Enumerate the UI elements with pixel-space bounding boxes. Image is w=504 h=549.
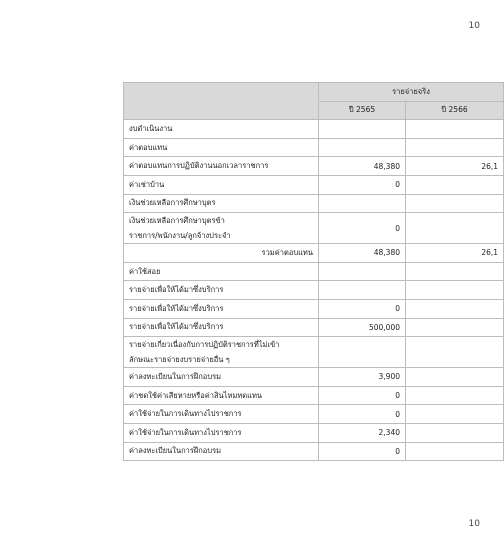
row-label: รวมค่าตอบแทน bbox=[124, 244, 319, 263]
row-value-year-1: 0 bbox=[319, 442, 406, 461]
table-row bbox=[124, 194, 504, 213]
row-value-year-2 bbox=[406, 405, 504, 424]
row-value-year-1 bbox=[319, 120, 406, 139]
table-row bbox=[124, 386, 504, 405]
row-value-year-1: 48,380 bbox=[319, 157, 406, 176]
row-label: ค่าใช้จ่ายในการเดินทางไปราชการ bbox=[124, 423, 319, 442]
table-row bbox=[124, 318, 504, 337]
table-row bbox=[124, 262, 504, 281]
row-label: ค่าตอบแทน bbox=[124, 138, 319, 157]
row-label: งบดำเนินงาน bbox=[124, 120, 319, 139]
table-row bbox=[124, 368, 504, 387]
row-value-year-1: 500,000 bbox=[319, 318, 406, 337]
row-value-year-1 bbox=[319, 194, 406, 213]
row-value-year-2 bbox=[406, 120, 504, 139]
table-row bbox=[124, 405, 504, 424]
row-value-year-2 bbox=[406, 423, 504, 442]
table-row-total bbox=[124, 244, 504, 263]
row-label bbox=[124, 337, 319, 368]
row-label: รายจ่ายเพื่อให้ได้มาซึ่งบริการ bbox=[124, 281, 319, 300]
row-label: ค่าชดใช้ค่าเสียหายหรือค่าสินไหมทดแทน bbox=[124, 386, 319, 405]
row-label: ค่าเช่าบ้าน bbox=[124, 175, 319, 194]
table-row bbox=[124, 442, 504, 461]
row-label-line-2: ราชการ/พนักงาน/ลูกจ้างประจำ bbox=[129, 231, 231, 241]
table-row bbox=[124, 120, 504, 139]
table-row bbox=[124, 175, 504, 194]
page-number-top: 10 bbox=[468, 21, 480, 31]
table-row bbox=[124, 423, 504, 442]
row-value-year-2: 26,1 bbox=[406, 157, 504, 176]
budget-table bbox=[123, 82, 504, 461]
table-header-row bbox=[124, 83, 504, 102]
row-value-year-1: 48,380 bbox=[319, 244, 406, 263]
row-label: ค่าลงทะเบียนในการฝึกอบรม bbox=[124, 442, 319, 461]
row-label-line-2: ลักษณะรายจ่ายงบรายจ่ายอื่น ๆ bbox=[129, 355, 230, 365]
table-row bbox=[124, 337, 504, 368]
row-value-year-1: 0 bbox=[319, 299, 406, 318]
row-value-year-1: 0 bbox=[319, 175, 406, 194]
row-value-year-2 bbox=[406, 299, 504, 318]
row-label bbox=[124, 213, 319, 244]
header-blank-cell bbox=[124, 83, 319, 120]
row-value-year-1: 0 bbox=[319, 405, 406, 424]
row-value-year-2 bbox=[406, 281, 504, 300]
table-row bbox=[124, 299, 504, 318]
row-value-year-2 bbox=[406, 175, 504, 194]
row-value-year-2 bbox=[406, 442, 504, 461]
row-value-year-1: 0 bbox=[319, 213, 406, 244]
row-value-year-2 bbox=[406, 138, 504, 157]
row-value-year-2 bbox=[406, 318, 504, 337]
row-label: รายจ่ายเพื่อให้ได้มาซึ่งบริการ bbox=[124, 318, 319, 337]
row-value-year-1: 2,340 bbox=[319, 423, 406, 442]
row-value-year-2 bbox=[406, 213, 504, 244]
row-value-year-2 bbox=[406, 368, 504, 387]
row-value-year-2 bbox=[406, 262, 504, 281]
row-value-year-1 bbox=[319, 337, 406, 368]
row-value-year-2 bbox=[406, 386, 504, 405]
row-label: ค่าใช้จ่ายในการเดินทางไปราชการ bbox=[124, 405, 319, 424]
row-value-year-1 bbox=[319, 281, 406, 300]
page-number-bottom: 10 bbox=[468, 519, 480, 529]
header-year-2: ปี 2566 bbox=[406, 101, 504, 120]
row-label: ค่าลงทะเบียนในการฝึกอบรม bbox=[124, 368, 319, 387]
row-value-year-1: 3,900 bbox=[319, 368, 406, 387]
row-label: ค่าใช้สอย bbox=[124, 262, 319, 281]
row-label-line-1: รายจ่ายเกี่ยวเนื่องกับการปฏิบัติราชการที่ไม่เข้า bbox=[129, 340, 280, 350]
row-label: รายจ่ายเพื่อให้ได้มาซึ่งบริการ bbox=[124, 299, 319, 318]
row-label: เงินช่วยเหลือการศึกษาบุตร bbox=[124, 194, 319, 213]
row-value-year-1: 0 bbox=[319, 386, 406, 405]
table-row bbox=[124, 138, 504, 157]
row-value-year-1 bbox=[319, 262, 406, 281]
header-year-1: ปี 2565 bbox=[319, 101, 406, 120]
row-value-year-1 bbox=[319, 138, 406, 157]
row-value-year-2: 26,1 bbox=[406, 244, 504, 263]
row-value-year-2 bbox=[406, 194, 504, 213]
row-label: ค่าตอบแทนการปฏิบัติงานนอกเวลาราชการ bbox=[124, 157, 319, 176]
header-actual-expense: รายจ่ายจริง bbox=[319, 83, 504, 102]
row-label-line-1: เงินช่วยเหลือการศึกษาบุตรข้า bbox=[129, 216, 225, 226]
table-row bbox=[124, 281, 504, 300]
table-row bbox=[124, 213, 504, 244]
table-row bbox=[124, 157, 504, 176]
row-value-year-2 bbox=[406, 337, 504, 368]
